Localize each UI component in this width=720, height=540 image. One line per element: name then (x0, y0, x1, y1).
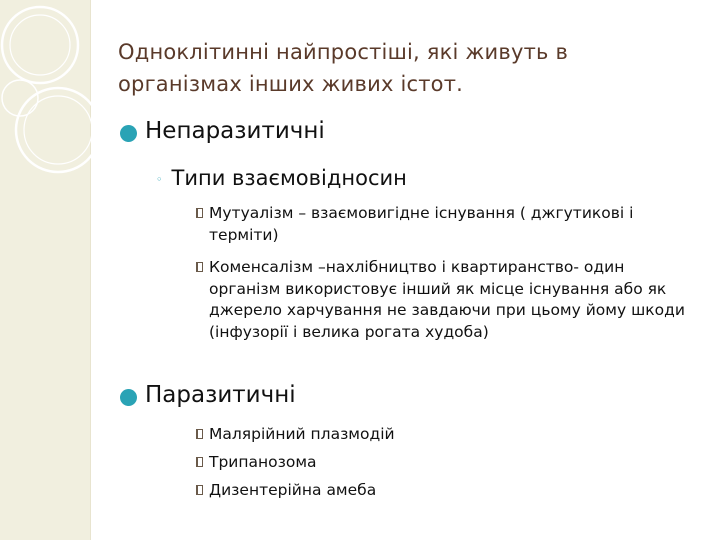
bullet-dot-icon (120, 389, 137, 406)
bullet-level3 (196, 452, 699, 474)
bullet-level1 (112, 118, 325, 144)
slide-title: Одноклітинні найпростіші, які живуть в організмах інших живих істот. (118, 40, 569, 96)
bullet-level3 (196, 480, 699, 502)
list-item: Трипанозома (209, 453, 317, 471)
bullet-ring-icon: ◦ (156, 173, 163, 186)
list-item: Малярійний плазмодій (209, 425, 395, 443)
list-item: Коменсалізм –нахлібництво і квартиранство- один організм використовує інший як місце існування або як джерело харчування не завдаючи при цьому йому шкоди (інфузорії і велика рогата худоба) (209, 258, 685, 341)
decorative-circles (0, 0, 110, 180)
section-heading: Непаразитичні (145, 118, 325, 144)
bullet-dot-icon (120, 125, 137, 142)
bullet-level2 (156, 166, 407, 190)
bullet-level1 (112, 382, 296, 408)
bullet-level3 (196, 424, 699, 446)
bullet-level3 (196, 257, 699, 343)
bullet-square-icon (196, 457, 203, 467)
bullet-square-icon (196, 429, 203, 439)
list-item: Дизентерійна амеба (209, 481, 377, 499)
bullet-square-icon (196, 262, 203, 272)
subheading: Типи взаємовідносин (171, 166, 407, 190)
bullet-square-icon (196, 208, 203, 218)
bullet-level3 (196, 203, 699, 246)
bullet-square-icon (196, 485, 203, 495)
list-item: Мутуалізм – взаємовигідне існування ( джгутикові і терміти) (209, 204, 634, 244)
section-heading: Паразитичні (145, 382, 296, 408)
